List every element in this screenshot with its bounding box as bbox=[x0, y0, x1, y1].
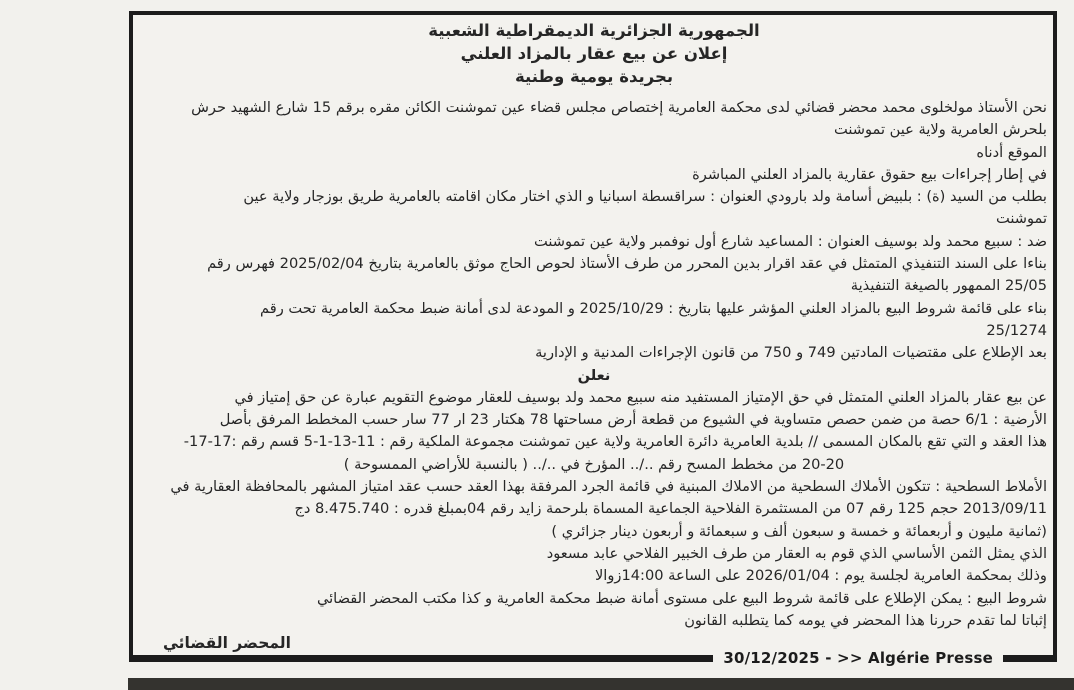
next-announcement-top-border bbox=[128, 678, 1074, 690]
footer-rule-left bbox=[129, 655, 713, 662]
body-line: عن بيع عقار بالمزاد العلني المتمثل في حق الإمتياز المستفيد منه سبيع محمد ولد بوسيف للعقار موضوع التقويم عبارة عن حق إمتياز في bbox=[234, 388, 1047, 406]
bailiff-signature: المحضر القضائي bbox=[163, 634, 291, 653]
body-line: الذي يمثل الثمن الأساسي الذي قوم به العقار من طرف الخبير الفلاحي عابد مسعود bbox=[546, 544, 1047, 562]
body-line: الموقع أدناه bbox=[976, 143, 1047, 161]
footer-rule bbox=[129, 646, 1057, 670]
body-line: 25/1274 bbox=[986, 321, 1047, 339]
body-line: (ثمانية مليون و أربعمائة و خمسة و سبعون ألف و سبعمائة و أربعون دينار جزائري ) bbox=[551, 522, 1047, 540]
body-line: الأملاط السطحية : تتكون الأملاك السطحية من الاملاك المبنية في قائمة الجرد المرفقة بهذا العقد حسب عقد امتياز المشهر بالمحافظة العقارية في bbox=[170, 478, 1047, 496]
announcement-body bbox=[141, 97, 1047, 654]
body-line: الأرضية : 6/1 حصة من ضمن حصص متساوية في الشيوع من قطعة أرض مساحتها 78 هكتار 23 ار 77 سار حسب المخطط المرفق بأصل bbox=[219, 411, 1047, 429]
body-line: بلحرش العامرية ولاية عين تموشنت bbox=[834, 121, 1047, 139]
body-line: تموشنت bbox=[996, 210, 1047, 228]
body-line: بناءا على السند التنفيذي المتمثل في عقد اقرار بدين المحرر من طرف الأستاذ لحوص الحاج موثق بالعامرية بتاريخ 2025/02/04 فهرس رقم bbox=[207, 255, 1047, 273]
body-line: بعد الإطلاع على مقتضيات المادتين 749 و 750 من قانون الإجراءات المدنية و الإدارية bbox=[535, 344, 1047, 362]
body-line: في إطار إجراءات بيع حقوق عقارية بالمزاد العلني المباشرة bbox=[692, 165, 1047, 183]
footer-date-source: 30/12/2025 - >> Algérie Presse bbox=[723, 649, 993, 667]
footer-rule-right bbox=[1003, 655, 1057, 662]
announcement-content bbox=[133, 15, 1053, 654]
body-line: وذلك بمحكمة العامرية لجلسة يوم : 2026/01/04 على الساعة 14:00زوالا bbox=[594, 567, 1047, 585]
announce-heading: نعلن bbox=[577, 366, 611, 384]
announcement-frame bbox=[129, 11, 1057, 657]
body-line: شروط البيع : يمكن الإطلاع على قائمة شروط البيع على مستوى أمانة ضبط محكمة العامرية و كذا مكتب المحضر القضائي bbox=[316, 589, 1047, 607]
announcement-title: إعلان عن بيع عقار بالمزاد العلني bbox=[460, 44, 728, 63]
body-line: نحن الأستاذ مولخلوى محمد محضر قضائي لدى محكمة العامرية إختصاص مجلس قضاء عين تموشنت الكائن مقره برقم 15 شارع الشهيد حرش bbox=[191, 99, 1047, 116]
body-line: هذا العقد و التي تقع بالمكان المسمى // بلدية العامرية دائرة العامرية ولاية عين تموشنت مجموعة الملكية رقم : 11-13-1-5 قسم رقم :17-17- bbox=[183, 433, 1047, 451]
newspaper-subtitle: بجريدة يومية وطنية bbox=[514, 67, 674, 86]
body-line: 2013/09/11 حجم 125 رقم 07 من المستثمرة الفلاحية الجماعية المسماة بلرحمة زايد رقم 04بمبلغ قدره : 8.475.740 دج bbox=[294, 500, 1047, 518]
body-line: 25/05 الممهور بالصيغة التنفيذية bbox=[850, 277, 1047, 295]
body-line: بناء على قائمة شروط البيع بالمزاد العلني المؤشر عليها بتاريخ : 2025/10/29 و المودعة لدى أمانة ضبط محكمة العامرية تحت رقم bbox=[260, 299, 1047, 317]
body-line: ضد : سبيع محمد ولد بوسيف العنوان : المساعيد شارع أول نوفمبر ولاية عين تموشنت bbox=[534, 232, 1047, 250]
body-line: 20-20 من مخطط المسح رقم ../.. المؤرخ في ../.. ( بالنسبة للأراضي الممسوحة ) bbox=[343, 455, 845, 473]
body-line: إثباتا لما تقدم حررنا هذا المحضر في يومه كما يتطلبه القانون bbox=[684, 611, 1047, 629]
body-line: بطلب من السيد (ة) : بلبيض أسامة ولد بارودي العنوان : سراقسطة اسبانيا و الذي اختار مكان اقامته بالعامرية طريق بوزجار ولاية عين bbox=[243, 188, 1047, 206]
republic-title: الجمهورية الجزائرية الديمقراطية الشعبية bbox=[428, 21, 760, 40]
